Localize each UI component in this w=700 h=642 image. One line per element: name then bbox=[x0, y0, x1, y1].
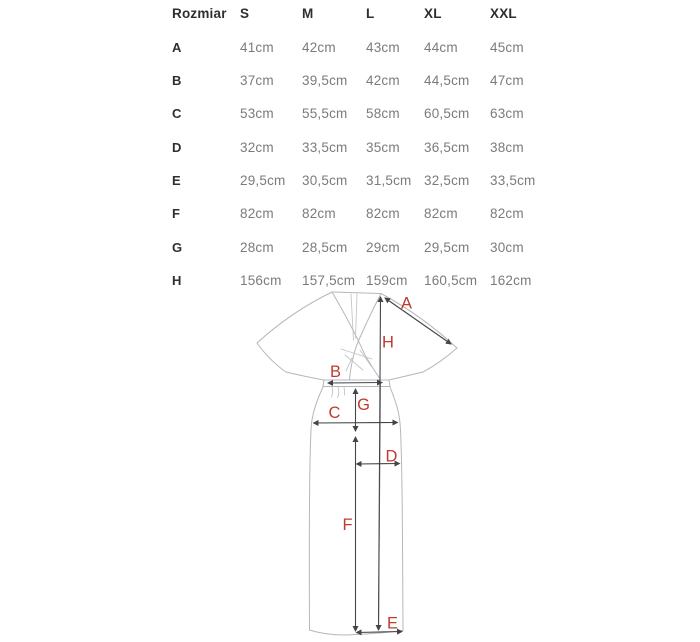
cell-g-m: 28,5cm bbox=[302, 239, 348, 255]
cell-d-s: 32cm bbox=[240, 139, 274, 155]
size-table bbox=[172, 0, 570, 297]
row-label-g: G bbox=[172, 239, 183, 255]
cell-a-xxl: 45cm bbox=[490, 39, 524, 55]
cell-f-m: 82cm bbox=[302, 206, 336, 222]
measure-label-a: A bbox=[400, 294, 413, 313]
wrap-creases bbox=[341, 349, 372, 371]
measure-line-c bbox=[314, 423, 398, 424]
cell-f-s: 82cm bbox=[240, 206, 274, 222]
measure-label-f: F bbox=[342, 516, 353, 534]
size-header-xl: XL bbox=[424, 6, 442, 22]
row-label-e: E bbox=[172, 172, 181, 188]
cell-c-s: 53cm bbox=[240, 106, 274, 122]
measure-line-a bbox=[385, 298, 451, 344]
row-label-h: H bbox=[172, 272, 182, 288]
size-header-s: S bbox=[240, 6, 250, 22]
cell-e-xxl: 33,5cm bbox=[490, 172, 536, 188]
cell-f-xxl: 82cm bbox=[490, 206, 524, 222]
measure-label-b: B bbox=[329, 363, 342, 381]
cell-c-xl: 60,5cm bbox=[424, 106, 470, 122]
cell-e-s: 29,5cm bbox=[240, 172, 286, 188]
cell-f-xl: 82cm bbox=[424, 206, 458, 222]
shoulder-line bbox=[332, 292, 381, 294]
cell-b-l: 42cm bbox=[366, 72, 400, 88]
measure-label-c: C bbox=[328, 404, 341, 422]
cell-d-l: 35cm bbox=[366, 139, 400, 155]
dress-diagram bbox=[230, 285, 480, 642]
row-label-d: D bbox=[172, 139, 182, 155]
cell-h-m: 157,5cm bbox=[302, 272, 356, 288]
cell-c-xxl: 63cm bbox=[490, 106, 524, 122]
size-header-m: M bbox=[302, 6, 314, 22]
cell-g-l: 29cm bbox=[366, 239, 400, 255]
cell-g-xl: 29,5cm bbox=[424, 239, 470, 255]
cell-a-m: 42cm bbox=[302, 39, 336, 55]
cell-d-xxl: 38cm bbox=[490, 139, 524, 155]
size-column-header: Rozmiar bbox=[172, 6, 227, 22]
row-label-c: C bbox=[172, 106, 182, 122]
cell-g-s: 28cm bbox=[240, 239, 274, 255]
size-header-l: L bbox=[366, 6, 375, 22]
cell-f-l: 82cm bbox=[366, 206, 400, 222]
cell-g-xxl: 30cm bbox=[490, 239, 524, 255]
measure-label-g: G bbox=[357, 396, 370, 414]
row-label-f: F bbox=[172, 206, 181, 222]
measure-label-e: E bbox=[386, 614, 399, 633]
cell-a-l: 43cm bbox=[366, 39, 400, 55]
tie-ends bbox=[332, 387, 345, 398]
cell-h-l: 159cm bbox=[366, 272, 408, 288]
wrap-right-panel-edge bbox=[350, 294, 382, 380]
row-label-a: A bbox=[172, 39, 182, 55]
row-label-b: B bbox=[172, 72, 182, 88]
cell-h-xxl: 162cm bbox=[490, 272, 532, 288]
cell-e-m: 30,5cm bbox=[302, 172, 348, 188]
cell-d-xl: 36,5cm bbox=[424, 139, 470, 155]
cell-h-s: 156cm bbox=[240, 272, 282, 288]
cell-c-l: 58cm bbox=[366, 106, 400, 122]
skirt-right-edge bbox=[390, 387, 403, 631]
cell-d-m: 33,5cm bbox=[302, 139, 348, 155]
cell-b-xl: 44,5cm bbox=[424, 72, 470, 88]
cell-b-s: 37cm bbox=[240, 72, 274, 88]
cell-e-l: 31,5cm bbox=[366, 172, 412, 188]
cell-a-s: 41cm bbox=[240, 39, 274, 55]
cell-e-xl: 32,5cm bbox=[424, 172, 470, 188]
cell-a-xl: 44cm bbox=[424, 39, 458, 55]
cell-b-m: 39,5cm bbox=[302, 72, 348, 88]
measure-label-h: H bbox=[382, 333, 394, 352]
cell-c-m: 55,5cm bbox=[302, 106, 348, 122]
measure-label-d: D bbox=[385, 447, 398, 466]
size-header-xxl: XXL bbox=[490, 6, 517, 22]
cell-h-xl: 160,5cm bbox=[424, 272, 478, 288]
cell-b-xxl: 47cm bbox=[490, 72, 524, 88]
measure-line-b bbox=[328, 383, 382, 384]
left-sleeve bbox=[257, 292, 332, 380]
